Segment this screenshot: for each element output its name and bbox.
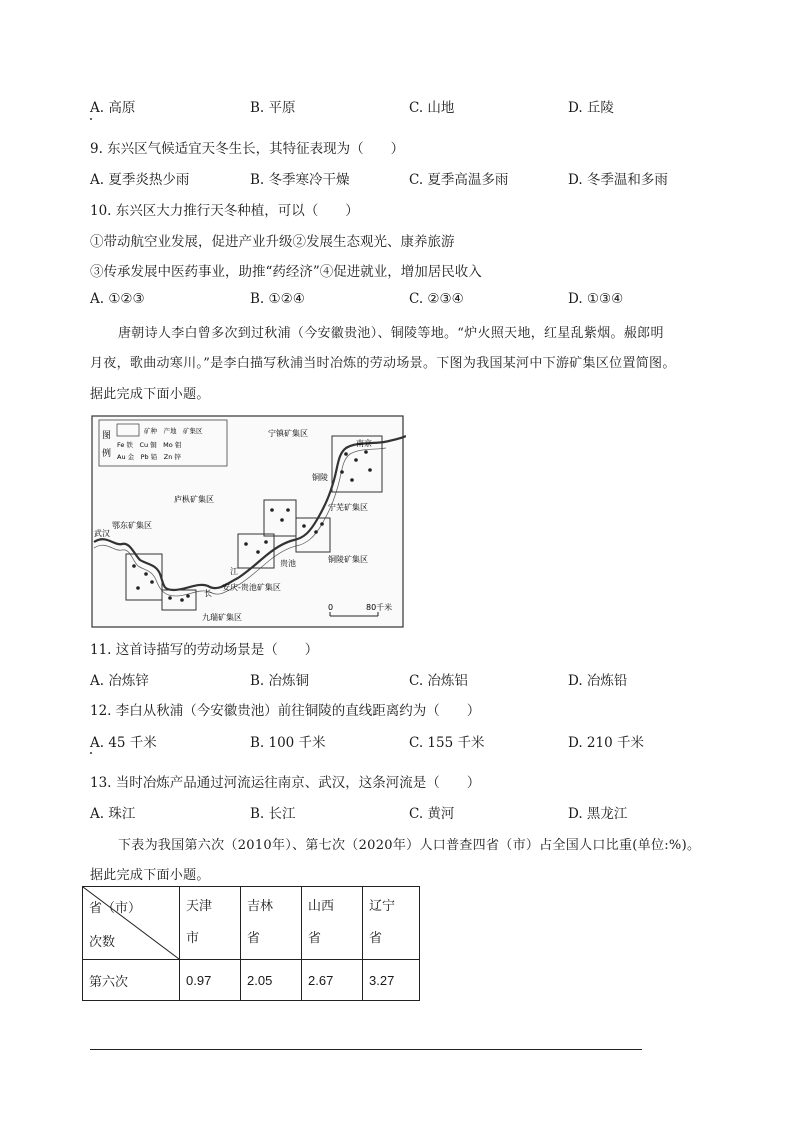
q9-option-d[interactable]: D. 冬季温和多雨 [568, 172, 668, 188]
label-ningzhen: 宁镇矿集区 [268, 429, 308, 438]
header-line: 吉林 [247, 899, 274, 914]
q12-option-b[interactable]: B. 100 千米 [250, 735, 326, 751]
table-header-tianjin [180, 887, 241, 960]
q10-option-b[interactable]: B. ①②④ [250, 291, 305, 307]
table-header-row [83, 887, 420, 960]
q13-option-c[interactable]: C. 黄河 [409, 806, 455, 822]
label-luzong: 庐枞矿集区 [174, 495, 214, 504]
mark-dot [90, 118, 92, 120]
label-river-char-1: 江 [230, 567, 238, 576]
legend-row-1: 矿种 产地 矿集区 [144, 427, 203, 435]
population-table [82, 886, 420, 1001]
q11-option-d[interactable]: D. 冶炼铅 [568, 673, 628, 689]
q8-option-b[interactable]: B. 平原 [250, 100, 296, 116]
q13-option-a[interactable]: A. 珠江 [90, 806, 136, 822]
table-header-liaoning [363, 887, 420, 960]
q13-option-b[interactable]: B. 长江 [250, 806, 296, 822]
header-line: 省 [247, 931, 261, 946]
header-line: 天津 [186, 899, 213, 914]
q8-option-a[interactable]: A. 高原 [90, 100, 136, 116]
q13-option-d[interactable]: D. 黑龙江 [568, 806, 628, 822]
q11-option-c[interactable]: C. 冶炼铝 [409, 673, 468, 689]
passage1-line-1: 唐朝诗人李白曾多次到过秋浦（今安徽贵池）、铜陵等地。“炉火照天地，红星乱紫烟。赧郎明 [118, 326, 664, 341]
q10-statement-1: ①带动航空业发展，促进产业升级②发展生态观光、康养旅游 [90, 234, 455, 250]
scale-80km: 80千米 [366, 603, 393, 612]
q10-statement-2: ③传承发展中医药事业，助推“药经济”④促进就业，增加居民收入 [90, 264, 482, 280]
label-ningwu: 宁芜矿集区 [328, 503, 368, 512]
q12-option-c[interactable]: C. 155 千米 [409, 735, 485, 751]
q10-option-d[interactable]: D. ①③④ [568, 291, 624, 307]
q9-stem: 9. 东兴区气候适宜天冬生长，其特征表现为（ ） [90, 141, 405, 157]
header-line: 省 [369, 931, 383, 946]
label-wuhan: 武汉 [94, 529, 110, 538]
q10-option-c[interactable]: C. ②③④ [409, 291, 464, 307]
header-line: 山西 [308, 899, 335, 914]
label-jiurui: 九瑞矿集区 [202, 613, 242, 622]
passage2-line-1: 下表为我国第六次（2010年）、第七次（2020年）人口普查四省（市）占全国人口比重(单位:%)。 [118, 838, 701, 853]
passage2-line-2: 据此完成下面小题。 [90, 868, 210, 883]
label-guichi: 贵池 [280, 559, 296, 568]
cell-tianjin: 0.97 [180, 960, 241, 1001]
corner-top-label: 省（市） [89, 901, 142, 916]
q9-option-c[interactable]: C. 夏季高温多雨 [409, 172, 509, 188]
scale-zero: 0 [328, 603, 334, 612]
q9-option-b[interactable]: B. 冬季寒冷干燥 [250, 172, 350, 188]
label-river-char-2: 长 [204, 589, 212, 598]
label-tongling-city: 铜陵 [312, 473, 328, 482]
label-nanjing: 南京 [356, 439, 372, 448]
table-corner-cell [83, 887, 180, 960]
q11-stem: 11. 这首诗描写的劳动场景是（ ） [90, 642, 319, 658]
q10-stem: 10. 东兴区大力推行天冬种植，可以（ ） [90, 203, 359, 219]
cell-jilin: 2.05 [241, 960, 302, 1001]
q12-option-a[interactable]: A. 45 千米 [90, 735, 157, 751]
table-header-shanxi [302, 887, 363, 960]
legend-row-2: Fe 铁 Cu 铜 Mo 钼 [117, 441, 182, 449]
mark-dot [90, 752, 92, 754]
label-tongling-area: 铜陵矿集区 [328, 555, 368, 564]
legend-title-1: 图 [102, 431, 112, 441]
label-edong: 鄂东矿集区 [112, 521, 152, 530]
footer-rule [90, 1049, 642, 1050]
q13-stem: 13. 当时冶炼产品通过河流运往南京、武汉，这条河流是（ ） [90, 775, 481, 791]
cell-shanxi: 2.67 [302, 960, 363, 1001]
q12-stem: 12. 李白从秋浦（今安徽贵池）前往铜陵的直线距离约为（ ） [90, 703, 481, 719]
legend-row-3: Au 金 Pb 铅 Zn 锌 [117, 453, 181, 461]
table-row [83, 960, 420, 1001]
passage1-line-3: 据此完成下面小题。 [90, 387, 210, 402]
mining-area-map [90, 414, 406, 630]
header-line: 市 [186, 931, 200, 946]
label-anqing-guichi: 安庆-贵池矿集区 [222, 583, 281, 592]
q8-option-d[interactable]: D. 丘陵 [568, 100, 614, 116]
q11-option-b[interactable]: B. 冶炼铜 [250, 673, 310, 689]
cell-liaoning: 3.27 [363, 960, 420, 1001]
corner-bottom-label: 次数 [89, 935, 116, 950]
passage1-line-2: 月夜，歌曲动寒川。”是李白描写秋浦当时冶炼的劳动场景。下图为我国某河中下游矿集区位置简图。 [90, 356, 676, 371]
q12-option-d[interactable]: D. 210 千米 [568, 735, 644, 751]
header-line: 省 [308, 931, 322, 946]
legend-title-2: 例 [102, 449, 112, 459]
row-label: 第六次 [83, 960, 180, 1001]
q10-option-a[interactable]: A. ①②③ [90, 291, 145, 307]
q9-option-a[interactable]: A. 夏季炎热少雨 [90, 172, 190, 188]
q11-option-a[interactable]: A. 冶炼锌 [90, 673, 149, 689]
header-line: 辽宁 [369, 899, 396, 914]
table-header-jilin [241, 887, 302, 960]
q8-option-c[interactable]: C. 山地 [409, 100, 455, 116]
